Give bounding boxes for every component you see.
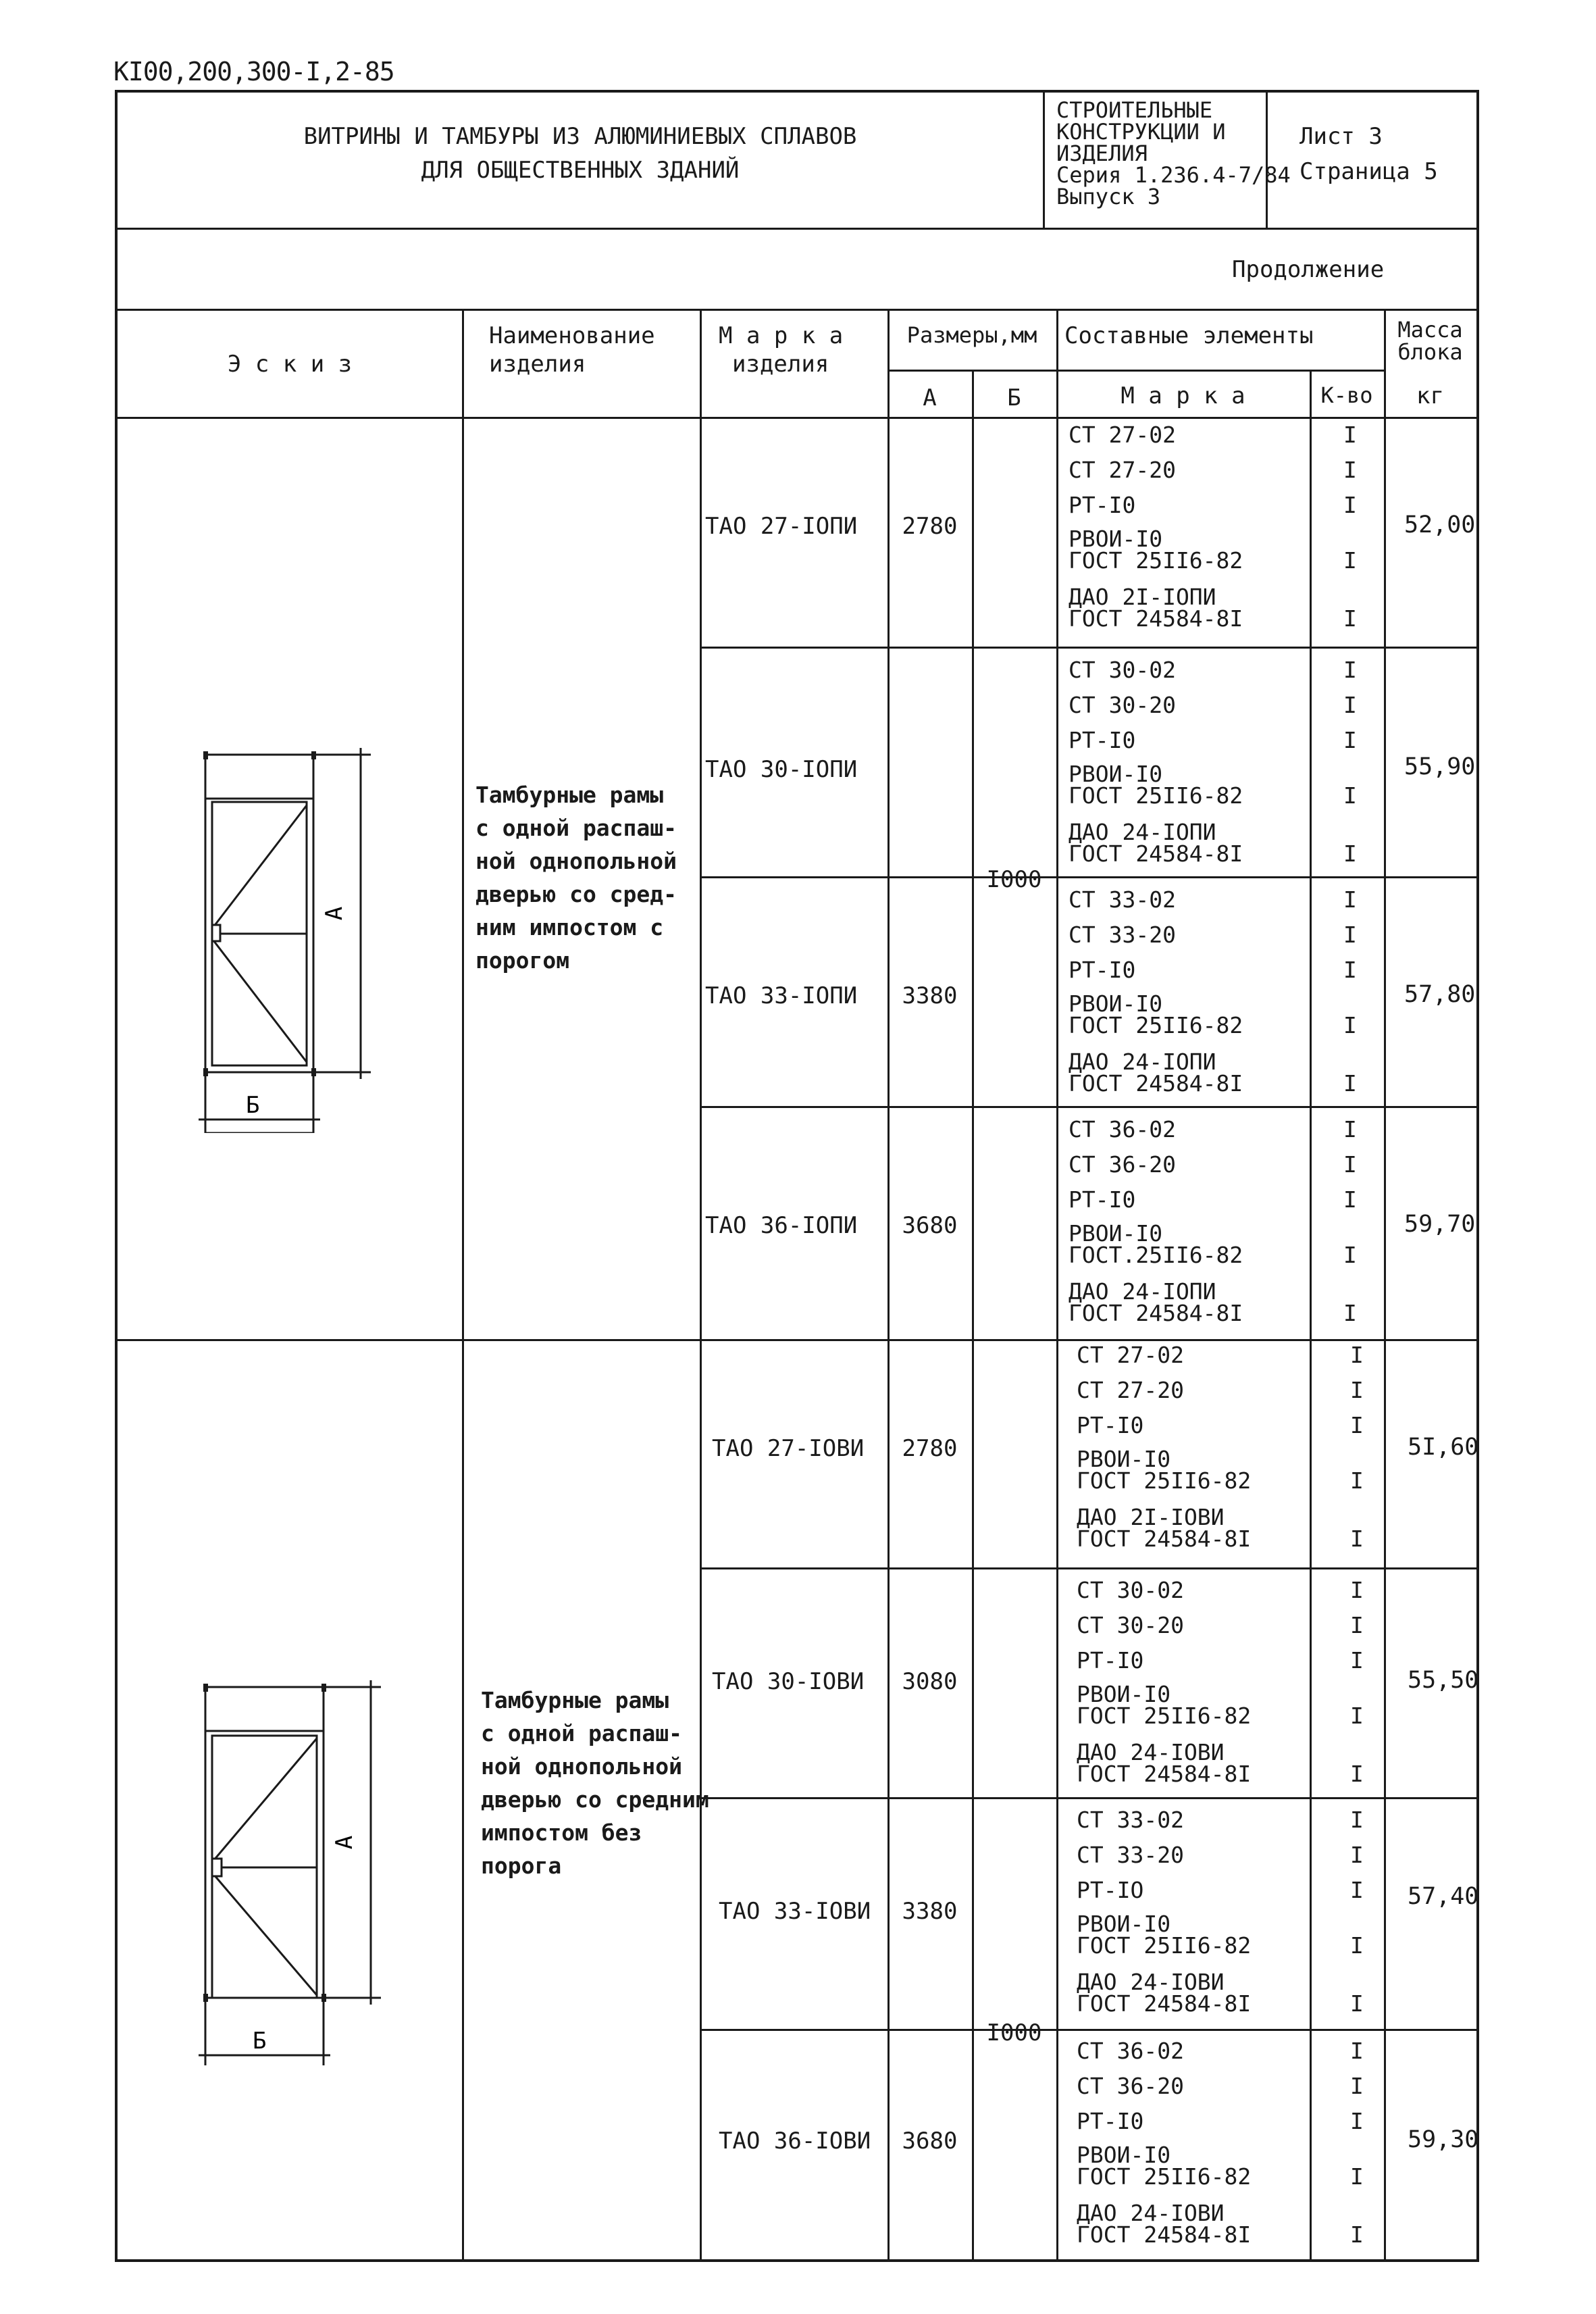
- frame-outline: [205, 755, 313, 1133]
- block-mass: 52,00: [1404, 511, 1476, 538]
- header-mark-line-2: изделия: [732, 351, 829, 378]
- component-qty: I: [1350, 1647, 1364, 1674]
- title-line-2: ДЛЯ ОБЩЕСТВЕННЫХ ЗДАНИЙ: [421, 157, 740, 184]
- component-mark: СТ 30-20: [1069, 692, 1176, 718]
- component-mark: РВОИ-I0: [1069, 990, 1163, 1017]
- component-standard: ГОСТ 24584-8I: [1069, 1300, 1243, 1326]
- component-mark: СТ 33-20: [1069, 922, 1176, 948]
- component-qty: I: [1350, 1577, 1364, 1603]
- row-separator: [700, 647, 1476, 649]
- component-qty: I: [1350, 2108, 1364, 2134]
- component-qty: I: [1343, 1242, 1357, 1268]
- header-comp-qty: К-во: [1320, 382, 1373, 408]
- dim-a: 2780: [902, 513, 958, 540]
- component-standard: ГОСТ 25II6-82: [1077, 1932, 1252, 1959]
- sketch-label-a: А: [331, 1835, 358, 1850]
- block-mass: 57,40: [1408, 1883, 1479, 1910]
- component-mark: РТ-I0: [1069, 1186, 1136, 1213]
- opening-line: [213, 940, 307, 1062]
- component-mark: ДАО 24-IОПИ: [1069, 1278, 1216, 1305]
- product-mark: ТАО 30-IОПИ: [705, 756, 858, 783]
- component-standard: ГОСТ 24584-8I: [1077, 1526, 1252, 1552]
- component-qty: I: [1343, 957, 1357, 983]
- component-mark: ДАО 24-IОПИ: [1069, 819, 1216, 845]
- series-line-3: ИЗДЕЛИЯ: [1056, 141, 1148, 166]
- col-line-mark: [700, 309, 702, 2259]
- component-mark: ДАО 24-IОВИ: [1077, 2200, 1225, 2226]
- component-mark: РТ-I0: [1069, 727, 1136, 753]
- component-standard: ГОСТ 24584-8I: [1077, 1761, 1252, 1787]
- component-qty: I: [1343, 657, 1357, 683]
- header-mid-line: [887, 370, 1384, 372]
- component-mark: РТ-IО: [1077, 1877, 1144, 1903]
- col-line-qty: [1310, 370, 1312, 2259]
- dim-a: 3080: [902, 1668, 958, 1695]
- block-mass: 5I,60: [1408, 1434, 1479, 1461]
- product-mark: ТАО 27-IОВИ: [712, 1435, 865, 1462]
- component-mark: СТ 27-20: [1069, 457, 1176, 483]
- page-label: Страница 5: [1299, 158, 1438, 185]
- door-handle: [212, 925, 220, 941]
- header-comp-mark: М а р к а: [1121, 382, 1245, 409]
- row-separator: [700, 1567, 1476, 1569]
- block-mass: 57,80: [1404, 981, 1476, 1008]
- component-mark: ДАО 24-IОВИ: [1077, 1969, 1225, 1995]
- component-qty: I: [1350, 2038, 1364, 2064]
- continuation-label: Продолжение: [1232, 256, 1385, 283]
- document-code: КI00,200,300-I,2-85: [113, 57, 394, 86]
- block-mass: 55,90: [1404, 753, 1476, 780]
- component-standard: ГОСТ 24584-8I: [1069, 605, 1243, 632]
- sketch-label-b: Б: [246, 1092, 260, 1119]
- component-mark: СТ 27-02: [1077, 1342, 1184, 1368]
- component-mark: СТ 33-02: [1069, 886, 1176, 913]
- component-mark: СТ 36-02: [1077, 2038, 1184, 2064]
- product-name-2: Тамбурные рамы с одной распаш- ной однопольной дверью со средним импостом без порога: [481, 1687, 709, 1879]
- dim-a: 3680: [902, 2128, 958, 2155]
- component-standard: ГОСТ 25II6-82: [1077, 1467, 1252, 1494]
- door-handle: [212, 1859, 222, 1876]
- sketch-label-a: А: [321, 906, 348, 921]
- door-frame-sketch-with-threshold: [185, 647, 442, 1133]
- component-mark: СТ 27-02: [1069, 422, 1176, 448]
- col-line-mass: [1384, 309, 1386, 2259]
- component-qty: I: [1350, 1467, 1364, 1494]
- component-qty: I: [1350, 1703, 1364, 1729]
- product-mark: ТАО 30-IОВИ: [712, 1668, 865, 1695]
- component-standard: ГОСТ.25II6-82: [1069, 1242, 1243, 1268]
- component-qty: I: [1350, 2073, 1364, 2099]
- header-dim-b: Б: [1007, 384, 1021, 411]
- dim-b-group-1: I000: [986, 866, 1042, 893]
- component-qty: I: [1343, 922, 1357, 948]
- component-qty: I: [1350, 2163, 1364, 2190]
- header-dims: Размеры,мм: [906, 322, 1037, 348]
- component-qty: I: [1343, 457, 1357, 483]
- component-mark: РВОИ-I0: [1069, 1220, 1163, 1247]
- component-qty: I: [1350, 1990, 1364, 2017]
- component-mark: СТ 36-20: [1069, 1151, 1176, 1178]
- component-qty: I: [1350, 1932, 1364, 1959]
- row-separator: [700, 1106, 1476, 1108]
- header-mark-line-1: М а р к а: [719, 322, 844, 349]
- component-qty: I: [1343, 692, 1357, 718]
- dim-a: 3380: [902, 982, 958, 1009]
- series-line-2: КОНСТРУКЦИИ И: [1056, 119, 1226, 145]
- title-bottom-line: [118, 228, 1476, 230]
- group-separator: [118, 1339, 1476, 1341]
- col-line-name: [462, 309, 464, 2259]
- dim-a: 3380: [902, 1898, 958, 1925]
- component-standard: ГОСТ 25II6-82: [1069, 547, 1243, 574]
- component-mark: СТ 36-20: [1077, 2073, 1184, 2099]
- col-line-comp: [1056, 309, 1058, 2259]
- block-mass: 55,50: [1408, 1667, 1479, 1694]
- component-standard: ГОСТ 25II6-82: [1069, 782, 1243, 809]
- component-qty: I: [1350, 1342, 1364, 1368]
- component-mark: СТ 30-20: [1077, 1612, 1184, 1638]
- header-name-line-2: изделия: [489, 351, 586, 378]
- product-name-1: Тамбурные рамы с одной распаш- ной однопольной дверью со сред- ним импостом с порогом: [475, 782, 677, 974]
- opening-line: [213, 1874, 317, 1995]
- component-standard: ГОСТ 25II6-82: [1069, 1012, 1243, 1038]
- component-qty: I: [1343, 492, 1357, 518]
- component-qty: I: [1350, 1807, 1364, 1833]
- header-dim-a: А: [923, 384, 937, 411]
- dim-b-group-2: I000: [986, 2019, 1042, 2046]
- drawing-frame: [115, 90, 1479, 2262]
- component-mark: РВОИ-I0: [1077, 2142, 1171, 2168]
- block-mass: 59,30: [1408, 2126, 1479, 2153]
- product-mark: ТАО 33-IОПИ: [705, 982, 858, 1009]
- header-bottom-line: [118, 417, 1476, 419]
- opening-line: [213, 1738, 317, 1861]
- component-mark: РТ-I0: [1077, 1647, 1144, 1674]
- header-mass-line-2: блока: [1397, 339, 1463, 365]
- component-mark: ДАО 2I-IОВИ: [1077, 1504, 1225, 1530]
- component-standard: ГОСТ 24584-8I: [1069, 840, 1243, 867]
- header-components: Составные элементы: [1064, 322, 1314, 349]
- component-mark: РВОИ-I0: [1069, 761, 1163, 787]
- component-qty: I: [1343, 422, 1357, 448]
- title-line-1: ВИТРИНЫ И ТАМБУРЫ ИЗ АЛЮМИНИЕВЫХ СПЛАВОВ: [303, 123, 857, 150]
- component-mark: РВОИ-I0: [1077, 1911, 1171, 1937]
- component-standard: ГОСТ 24584-8I: [1069, 1070, 1243, 1097]
- component-mark: СТ 33-02: [1077, 1807, 1184, 1833]
- block-mass: 59,70: [1404, 1211, 1476, 1238]
- component-mark: СТ 36-02: [1069, 1116, 1176, 1142]
- product-mark: ТАО 36-IОПИ: [705, 1212, 858, 1239]
- component-qty: I: [1343, 1300, 1357, 1326]
- component-qty: I: [1350, 1526, 1364, 1552]
- row-separator: [700, 2029, 1476, 2031]
- series-number: Серия 1.236.4-7/84: [1056, 162, 1291, 188]
- col-line-b: [972, 370, 974, 2259]
- component-qty: I: [1350, 1377, 1364, 1403]
- component-mark: РВОИ-I0: [1077, 1446, 1171, 1472]
- product-mark: ТАО 33-IОВИ: [719, 1898, 871, 1925]
- component-mark: ДАО 24-IОВИ: [1077, 1739, 1225, 1765]
- component-qty: I: [1350, 1761, 1364, 1787]
- component-qty: I: [1343, 1151, 1357, 1178]
- component-mark: РВОИ-I0: [1077, 1681, 1171, 1707]
- title-divider: [1043, 93, 1045, 228]
- component-qty: I: [1343, 1186, 1357, 1213]
- component-qty: I: [1350, 2221, 1364, 2248]
- col-line-a: [887, 309, 890, 2259]
- product-mark: ТАО 36-IОВИ: [719, 2128, 871, 2155]
- component-mark: РТ-I0: [1077, 1412, 1144, 1438]
- frame-outline: [205, 1687, 324, 1998]
- component-qty: I: [1343, 840, 1357, 867]
- component-qty: I: [1343, 605, 1357, 632]
- door-frame-sketch-without-threshold: [185, 1579, 442, 2065]
- component-qty: I: [1343, 1116, 1357, 1142]
- component-mark: РТ-I0: [1069, 492, 1136, 518]
- component-mark: РТ-I0: [1069, 957, 1136, 983]
- dim-a: 3680: [902, 1212, 958, 1239]
- component-mark: СТ 27-20: [1077, 1377, 1184, 1403]
- sheet-label: Лист 3: [1299, 123, 1383, 150]
- component-qty: I: [1343, 547, 1357, 574]
- component-qty: I: [1350, 1612, 1364, 1638]
- row-separator: [700, 876, 1476, 878]
- sketch-label-b: Б: [253, 2028, 267, 2055]
- component-mark: РВОИ-I0: [1069, 526, 1163, 552]
- component-mark: СТ 30-02: [1077, 1577, 1184, 1603]
- header-name-line-1: Наименование: [489, 322, 655, 349]
- opening-line: [213, 805, 307, 927]
- series-divider: [1266, 93, 1268, 228]
- component-mark: ДАО 2I-IОПИ: [1069, 584, 1216, 610]
- product-mark: ТАО 27-IОПИ: [705, 513, 858, 540]
- component-standard: ГОСТ 25II6-82: [1077, 1703, 1252, 1729]
- component-qty: I: [1350, 1842, 1364, 1868]
- component-qty: I: [1343, 1012, 1357, 1038]
- component-mark: ДАО 24-IОПИ: [1069, 1049, 1216, 1075]
- component-qty: I: [1350, 1877, 1364, 1903]
- header-mass-line-1: Масса: [1397, 317, 1463, 343]
- component-mark: СТ 33-20: [1077, 1842, 1184, 1868]
- component-mark: СТ 30-02: [1069, 657, 1176, 683]
- header-top-line: [118, 309, 1476, 311]
- component-standard: ГОСТ 25II6-82: [1077, 2163, 1252, 2190]
- component-standard: ГОСТ 24584-8I: [1077, 2221, 1252, 2248]
- component-qty: I: [1343, 886, 1357, 913]
- component-mark: РТ-I0: [1077, 2108, 1144, 2134]
- dim-a: 2780: [902, 1435, 958, 1462]
- header-mass-unit: кг: [1416, 382, 1444, 409]
- header-sketch: Э с к и з: [227, 351, 353, 378]
- issue-number: Выпуск 3: [1056, 184, 1161, 209]
- component-qty: I: [1350, 1412, 1364, 1438]
- component-standard: ГОСТ 24584-8I: [1077, 1990, 1252, 2017]
- component-qty: I: [1343, 1070, 1357, 1097]
- series-line-1: СТРОИТЕЛЬНЫЕ: [1056, 97, 1213, 123]
- row-separator: [700, 1797, 1476, 1799]
- component-qty: I: [1343, 782, 1357, 809]
- component-qty: I: [1343, 727, 1357, 753]
